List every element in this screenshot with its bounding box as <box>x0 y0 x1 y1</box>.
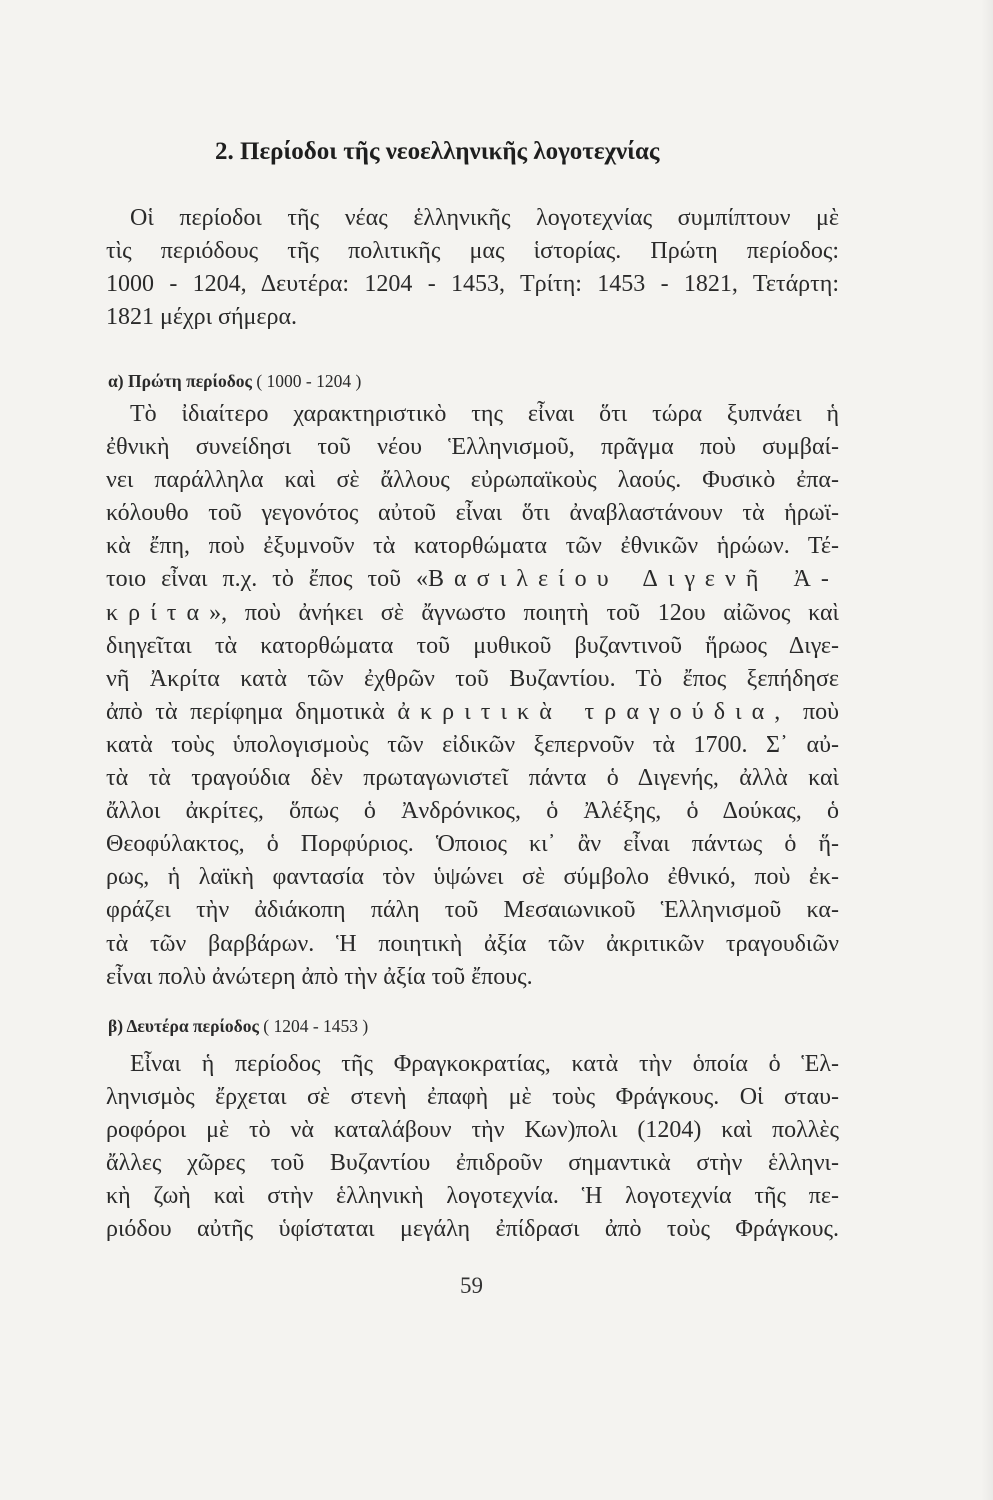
second-period-paragraph <box>106 1048 839 1247</box>
text-line: ροφόροι μὲ τὸ νὰ καταλάβουν τὴν Κων)πολι (1204) καὶ πολλὲς <box>106 1117 839 1144</box>
text-line: ριόδου αὐτῆς ὑφίσταται μεγάλη ἐπίδρασι ἀπὸ τοὺς Φράγκους. <box>106 1216 839 1243</box>
text-line: ἐθνικὴ συνείδησι τοῦ νέου Ἑλληνισμοῦ, πρᾶγμα ποὺ συμβαί- <box>106 434 839 461</box>
text-line: τὰ τὰ τραγούδια δὲν πρωταγωνιστεῖ πάντα ὁ Διγενής, ἀλλὰ καὶ <box>106 765 839 792</box>
spaced-title: Βασιλείου Διγενῆ Ἀ- <box>427 566 839 593</box>
text-fragment: ποὺ <box>790 698 839 725</box>
text-line <box>106 696 839 729</box>
page-number: 59 <box>460 1273 483 1298</box>
subheading-first-period <box>108 371 361 392</box>
text-line <box>106 597 839 630</box>
text-line: Θεοφύλακτος, ὁ Πορφύριος. Ὁποιος κι᾽ ἂν εἶναι πάντως ὁ ἥ- <box>106 831 839 858</box>
text-line: Τὸ ἰδιαίτερο χαρακτηριστικὸ της εἶναι ὅτι τώρα ξυπνάει ἡ <box>130 401 839 427</box>
text-line: διηγεῖται τὰ κατορθώματα τοῦ μυθικοῦ βυζαντινοῦ ἥρωος Διγε- <box>106 632 839 659</box>
text-fragment: », ποὺ ἀνήκει σὲ ἄγνωστο ποιητὴ τοῦ 12ου αἰῶνος καὶ <box>209 599 839 626</box>
text-line: κόλουθο τοῦ γεγονότος αὐτοῦ εἶναι ὅτι ἀναβλαστάνουν τὰ ἡρωϊ- <box>106 500 839 527</box>
text-line: φράζει τὴν ἀδιάκοπη πάλη τοῦ Μεσαιωνικοῦ Ἑλληνισμοῦ κα- <box>106 897 839 924</box>
text-line <box>106 563 839 596</box>
subheading-second-period <box>108 1016 368 1037</box>
subheading-range: ( 1000 - 1204 ) <box>256 371 362 391</box>
spaced-title: κρίτα <box>106 599 210 626</box>
text-line: 1000 - 1204, Δευτέρα: 1204 - 1453, Τρίτη: 1453 - 1821, Τετάρτη: <box>106 271 839 298</box>
text-fragment: ἀπὸ τὰ περίφημα δημοτικὰ <box>106 698 398 725</box>
text-line: ἄλλες χῶρες τοῦ Βυζαντίου ἐπιδροῦν σημαντικὰ στὴν ἑλληνι- <box>106 1150 839 1177</box>
text-line: τὶς περιόδους τῆς πολιτικῆς μας ἱστορίας. Πρώτη περίοδος: <box>106 238 839 265</box>
text-fragment: τοιο εἶναι π.χ. τὸ ἔπος τοῦ « <box>106 566 428 593</box>
subheading-label: β) Δευτέρα περίοδος <box>108 1016 259 1036</box>
section-heading: 2. Περίοδοι τῆς νεοελληνικῆς λογοτεχνίας <box>215 138 660 165</box>
page-edge-shadow <box>981 0 993 1500</box>
text-line: τὰ τῶν βαρβάρων. Ἡ ποιητικὴ ἀξία τῶν ἀκριτικῶν τραγουδιῶν <box>106 930 839 957</box>
text-line: νει παράλληλα καὶ σὲ ἄλλους εὐρωπαϊκοὺς λαούς. Φυσικὸ ἐπα- <box>106 467 839 494</box>
first-period-paragraph <box>106 398 839 994</box>
text-line: εἶναι πολὺ ἀνώτερη ἀπὸ τὴν ἀξία τοῦ ἔπους. <box>106 963 533 990</box>
text-line: κατὰ τοὺς ὑπολογισμοὺς τῶν εἰδικῶν ξεπερνοῦν τὰ 1700. Σ᾽ αὐ- <box>106 731 839 758</box>
text-line: νῆ Ἀκρίτα κατὰ τῶν ἐχθρῶν τοῦ Βυζαντίου. Τὸ ἔπος ξεπήδησε <box>106 665 839 692</box>
text-line: ἄλλοι ἀκρίτες, ὅπως ὁ Ἀνδρόνικος, ὁ Ἀλέξης, ὁ Δούκας, ὁ <box>106 798 839 825</box>
spaced-title: ἀκριτικὰ τραγούδια, <box>397 698 791 725</box>
subheading-range: ( 1204 - 1453 ) <box>263 1016 369 1036</box>
text-line: Εἶναι ἡ περίοδος τῆς Φραγκοκρατίας, κατὰ τὴν ὁποία ὁ Ἑλ- <box>130 1051 839 1077</box>
text-line: ρως, ἡ λαϊκὴ φαντασία τὸν ὑψώνει σὲ σύμβολο ἐθνικό, ποὺ ἐκ- <box>106 864 839 891</box>
text-line: 1821 μέχρι σήμερα. <box>106 304 298 331</box>
text-line: ληνισμὸς ἔρχεται σὲ στενὴ ἐπαφὴ μὲ τοὺς Φράγκους. Οἱ σταυ- <box>106 1084 839 1111</box>
text-line: κὰ ἔπη, ποὺ ἐξυμνοῦν τὰ κατορθώματα τῶν ἐθνικῶν ἡρώων. Τέ- <box>106 533 839 560</box>
intro-paragraph <box>106 202 839 334</box>
subheading-label: α) Πρώτη περίοδος <box>108 371 252 391</box>
text-line: Οἱ περίοδοι τῆς νέας ἑλληνικῆς λογοτεχνίας συμπίπτουν μὲ <box>130 205 839 231</box>
text-line: κὴ ζωὴ καὶ στὴν ἑλληνικὴ λογοτεχνία. Ἡ λογοτεχνία τῆς πε- <box>106 1183 839 1210</box>
